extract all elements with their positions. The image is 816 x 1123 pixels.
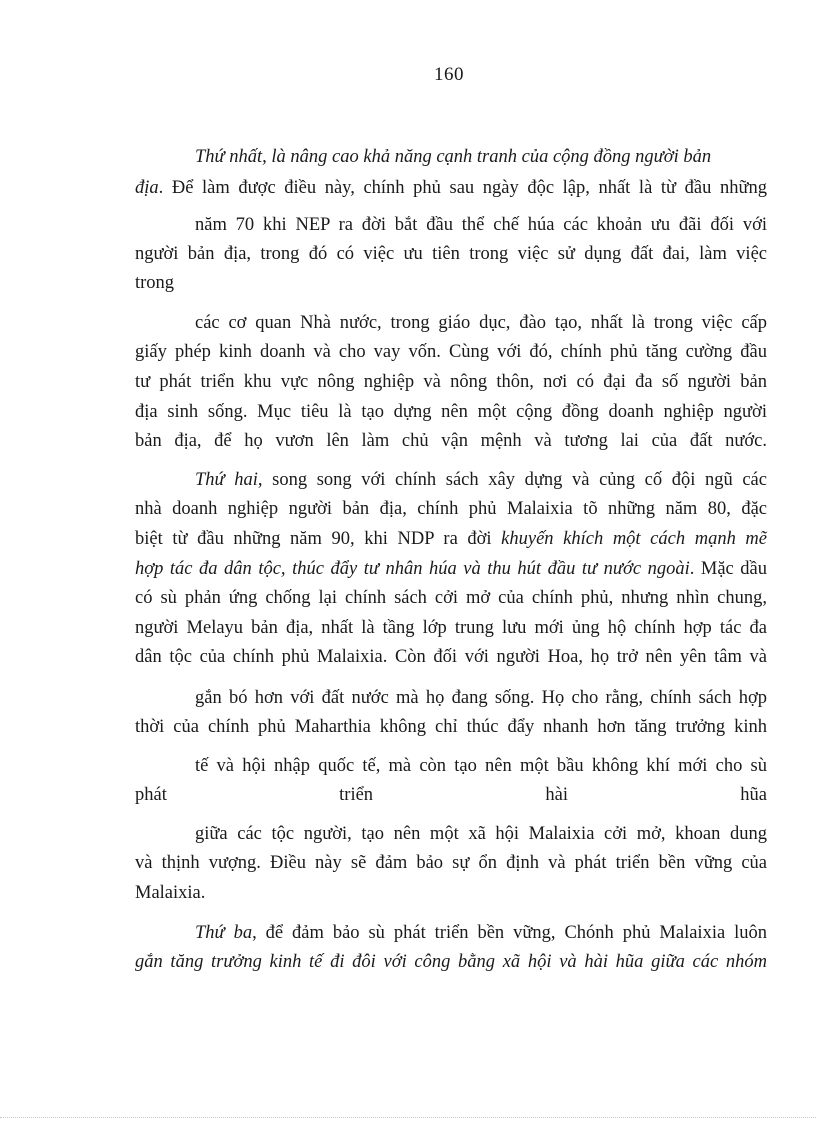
text-line — [135, 340, 767, 364]
page-bottom-dotted-border — [0, 1117, 816, 1118]
text-segment: thời của chính phủ Maharthia không chỉ thúc đẩy nhanh hơn tăng trưởng kinh — [135, 717, 767, 737]
italic-text-segment: Thứ nhất, là nâng cao khả năng cạnh tranh của cộng đồng người bản — [195, 147, 712, 167]
text-segment: dân tộc của chính phủ Malaixia. Còn đối với người Hoa, họ trở nên yên tâm và — [135, 647, 767, 667]
italic-text-segment: Thứ hai — [195, 470, 258, 490]
text-segment: phát triển hài hũa — [135, 785, 767, 805]
text-segment: giữa các tộc người, tạo nên một xã hội Malaixia cởi mở, khoan dung — [195, 824, 767, 844]
text-segment: giấy phép kinh doanh và cho vay vốn. Cùng với đó, chính phủ tăng cường đầu — [135, 342, 767, 362]
text-line — [135, 851, 767, 875]
italic-text-segment: khuyến khích một cách mạnh mẽ — [501, 529, 767, 549]
text-line — [135, 242, 767, 266]
text-segment: năm 70 khi NEP ra đời bắt đầu thể chế húa các khoản ưu đãi đối với — [195, 215, 767, 235]
text-line — [135, 586, 767, 610]
text-line — [195, 686, 767, 710]
text-line — [195, 311, 767, 335]
text-line — [135, 881, 335, 905]
text-line — [135, 557, 767, 581]
text-line — [195, 822, 767, 846]
text-line — [195, 468, 767, 492]
text-line — [195, 145, 767, 169]
text-segment: có sù phản ứng chống lại chính sách cởi mở của chính phủ, nhưng nhìn chung, — [135, 588, 767, 608]
text-segment: và thịnh vượng. Điều này sẽ đảm bảo sự ổn định và phát triển bền vững của — [135, 853, 767, 873]
text-line — [135, 400, 767, 424]
text-segment: bản địa, để họ vươn lên làm chủ vận mệnh và tương lai của đất nước. — [135, 431, 767, 451]
text-segment: các cơ quan Nhà nước, trong giáo dục, đào tạo, nhất là trong việc cấp — [195, 313, 767, 333]
italic-text-segment: gắn tăng trưởng kinh tế đi đôi với công bằng xã hội và hài hũa giữa các nhóm — [135, 952, 767, 972]
text-line — [195, 921, 767, 945]
text-segment: tế và hội nhập quốc tế, mà còn tạo nên một bầu không khí mới cho sù — [195, 756, 767, 776]
text-segment: Malaixia. — [135, 883, 206, 903]
italic-text-segment: hợp tác đa dân tộc, thúc đẩy tư nhân húa và thu hút đầu tư nước ngoài — [135, 559, 690, 579]
italic-text-segment: Thứ ba — [195, 923, 253, 943]
text-line — [135, 783, 767, 807]
text-segment: . Mặc dầu — [689, 559, 767, 579]
text-line — [195, 754, 767, 778]
text-line — [135, 645, 767, 669]
italic-text-segment: địa — [135, 178, 159, 198]
text-segment: gắn bó hơn với đất nước mà họ đang sống. Họ cho rằng, chính sách hợp — [195, 688, 767, 708]
text-segment: người bản địa, trong đó có việc ưu tiên trong việc sử dụng đất đai, làm việc — [135, 244, 767, 264]
text-segment: người Melayu bản địa, nhất là tầng lớp trung lưu mới ủng hộ chính hợp tác đa — [135, 618, 767, 638]
text-line — [135, 429, 767, 453]
page-number: 160 — [434, 64, 464, 85]
text-segment: nhà doanh nghiệp người bản địa, chính phủ Malaixia tõ những năm 80, đặc — [135, 499, 767, 519]
text-line — [135, 616, 767, 640]
text-segment: địa sinh sống. Mục tiêu là tạo dựng nên một cộng đồng doanh nghiệp người — [135, 402, 767, 422]
text-line — [135, 497, 767, 521]
text-segment: , song song với chính sách xây dựng và củng cố đội ngũ các — [257, 470, 767, 490]
text-line — [135, 271, 235, 295]
text-line — [135, 176, 767, 200]
text-line — [195, 213, 767, 237]
text-segment: . Để làm được điều này, chính phủ sau ngày độc lập, nhất là từ đầu những — [158, 178, 767, 198]
text-segment: tư phát triển khu vực nông nghiệp và nông thôn, nơi có đại đa số người bản — [135, 372, 767, 392]
text-line — [135, 370, 767, 394]
text-segment: biệt từ đầu những năm 90, khi NDP ra đời — [135, 529, 502, 549]
text-segment: , để đảm bảo sù phát triển bền vững, Chónh phủ Malaixia luôn — [252, 923, 767, 943]
text-segment: trong — [135, 273, 175, 293]
text-line — [135, 527, 767, 551]
text-line — [135, 715, 767, 739]
text-line — [135, 950, 767, 974]
